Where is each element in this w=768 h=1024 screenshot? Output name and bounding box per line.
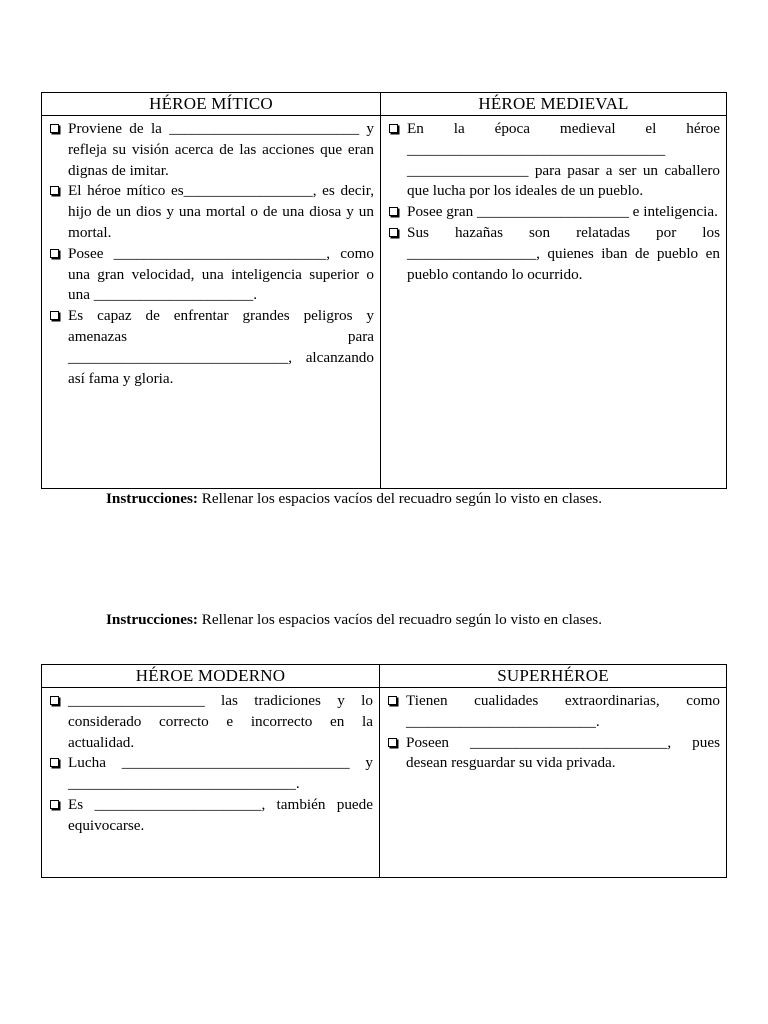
instructions-label: Instrucciones: — [106, 611, 198, 628]
cell-superheroe — [380, 688, 727, 878]
instructions-body: Rellenar los espacios vacíos del recuadro según lo visto en clases. — [197, 611, 603, 628]
item-text: Posee ____________________________, como una gran velocidad, una inteligencia superior o una _____________________. — [68, 244, 374, 304]
header-heroe-mitico: HÉROE MÍTICO — [42, 93, 381, 116]
item-text: Tienen cualidades extraordinarias, como _________________________. — [406, 692, 720, 730]
list-item — [50, 244, 374, 306]
item-text: En la época medieval el héroe __________________________________ ________________ para pasar a ser un caballero que lucha por los ideales de un pueblo. — [407, 120, 720, 200]
list-item — [50, 691, 373, 753]
list-superheroe — [380, 688, 726, 778]
list-item — [50, 753, 373, 795]
header-superheroe: SUPERHÉROE — [380, 665, 727, 688]
item-text: Proviene de la _________________________ y refleja su visión acerca de las acciones que eran dignas de imitar. — [68, 120, 374, 179]
instructions-body: Rellenar los espacios vacíos del recuadro según lo visto en clases. — [197, 490, 603, 507]
checkbox-icon — [388, 696, 397, 705]
instructions-text — [106, 609, 662, 631]
checkbox-icon — [388, 738, 397, 747]
item-text: Posee gran ____________________ e inteligencia. — [407, 203, 718, 221]
list-heroe-medieval — [381, 116, 726, 289]
list-item — [388, 733, 720, 775]
cell-heroe-mitico — [42, 116, 381, 489]
checkbox-icon — [50, 758, 59, 767]
list-item — [389, 119, 720, 202]
list-heroe-mitico — [42, 116, 380, 393]
item-text: Sus hazañas son relatadas por los _________________, quienes iban de pueblo en pueblo contando lo ocurrido. — [407, 223, 720, 283]
header-heroe-medieval: HÉROE MEDIEVAL — [381, 93, 727, 116]
item-text: Es ______________________, también puede equivocarse. — [68, 795, 373, 834]
list-item — [388, 691, 720, 733]
instructions-label: Instrucciones: — [106, 490, 198, 507]
checkbox-icon — [389, 124, 398, 133]
item-text: Poseen __________________________, pues desean resguardar su vida privada. — [406, 733, 720, 772]
cell-heroe-moderno — [42, 688, 380, 878]
list-item — [389, 223, 720, 285]
list-item — [50, 181, 374, 243]
checkbox-icon — [389, 228, 398, 237]
item-text: Lucha ______________________________ y ______________________________. — [68, 754, 373, 793]
checkbox-icon — [50, 311, 59, 320]
checkbox-icon — [50, 696, 59, 705]
table-mythic-medieval — [41, 92, 727, 489]
item-text: __________________ las tradiciones y lo considerado correcto e incorrecto en la actualidad. — [68, 692, 373, 751]
list-item — [50, 795, 373, 837]
table-modern-superhero — [41, 664, 727, 878]
list-heroe-moderno — [42, 688, 379, 841]
checkbox-icon — [50, 186, 59, 195]
list-item — [389, 202, 720, 223]
checkbox-icon — [50, 800, 59, 809]
checkbox-icon — [50, 124, 59, 133]
cell-heroe-medieval — [381, 116, 727, 489]
list-item — [50, 306, 374, 389]
checkbox-icon — [389, 207, 398, 216]
instructions-text — [106, 488, 662, 510]
item-text: El héroe mítico es_________________, es decir, hijo de un dios y una mortal o de una diosa y un mortal. — [68, 182, 374, 241]
list-item — [50, 119, 374, 181]
item-text: Es capaz de enfrentar grandes peligros y amenazas para _____________________________, alcanzando así fama y gloria. — [68, 307, 374, 387]
checkbox-icon — [50, 249, 59, 258]
header-heroe-moderno: HÉROE MODERNO — [42, 665, 380, 688]
